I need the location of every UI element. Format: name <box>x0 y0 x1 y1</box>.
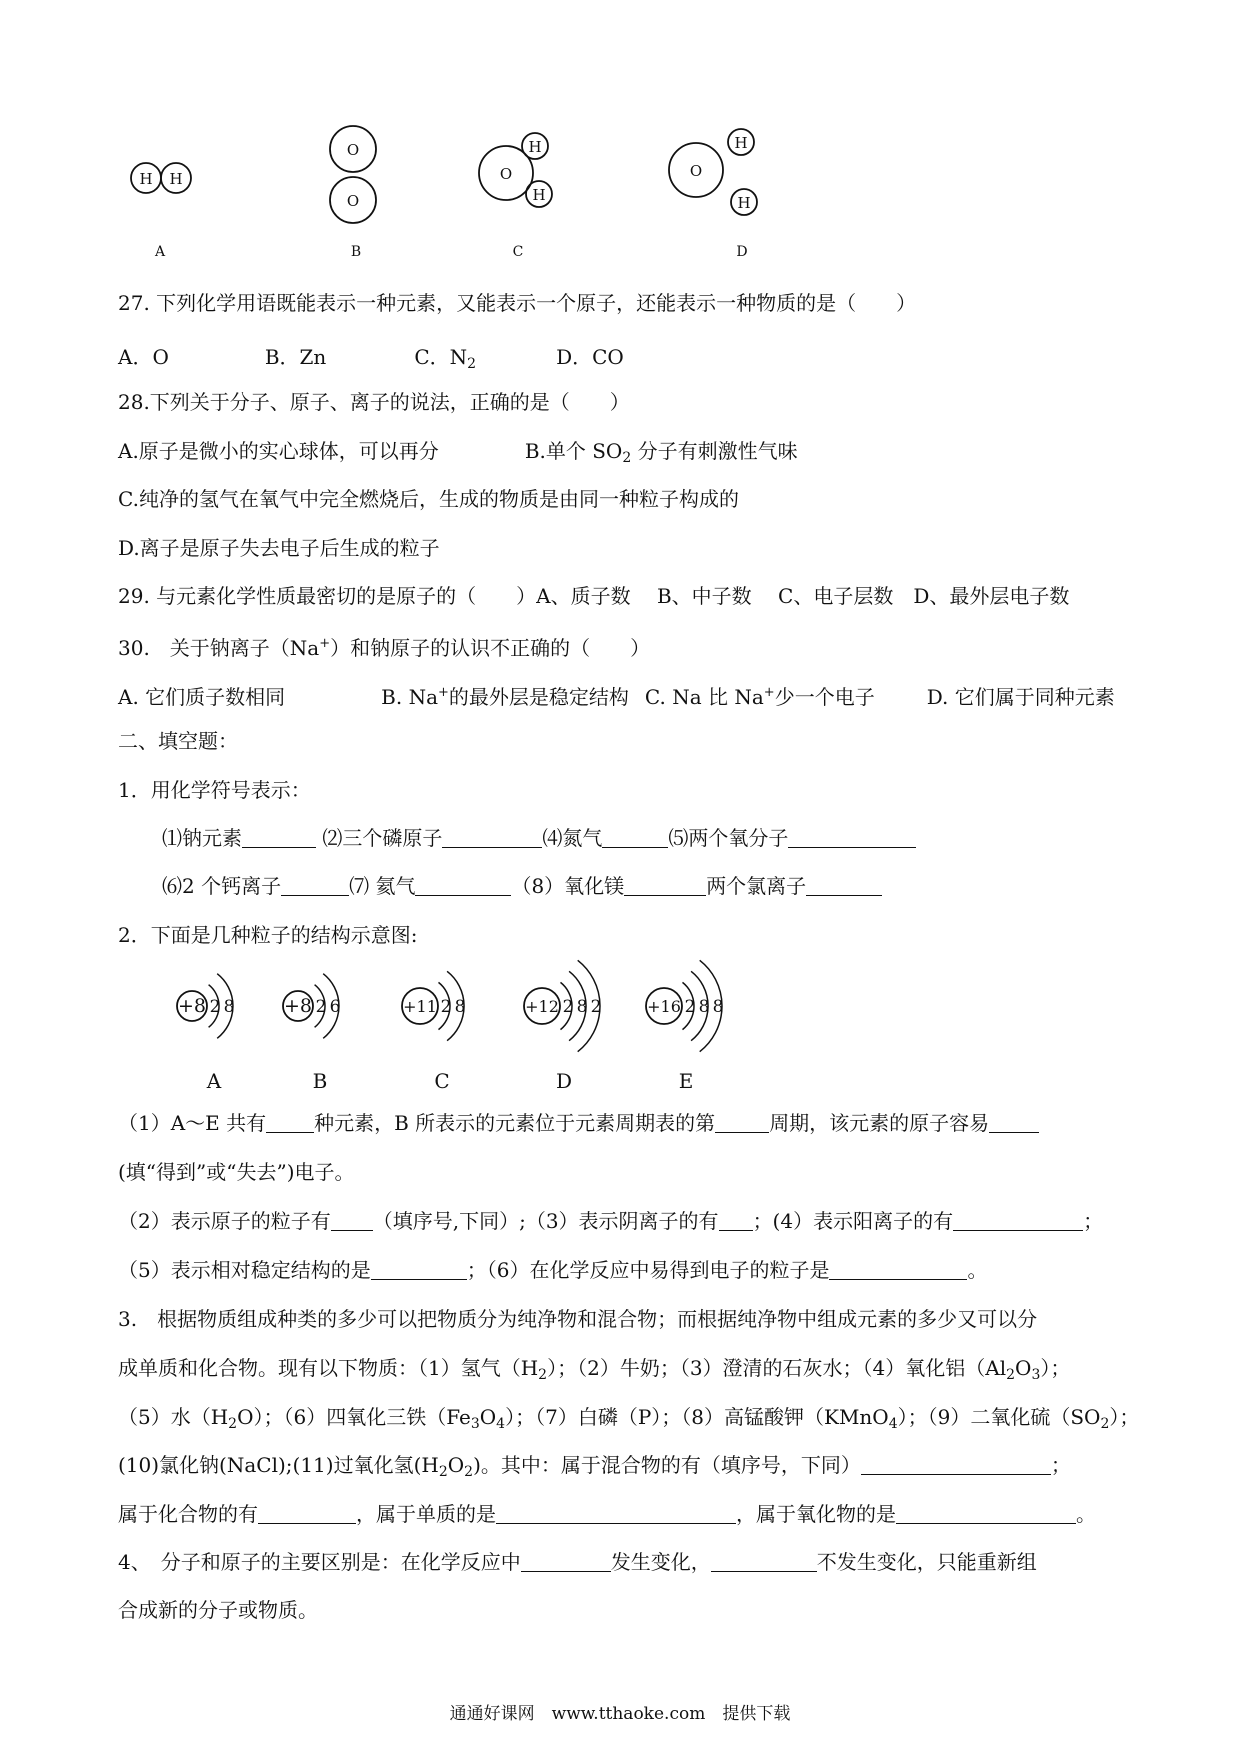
molecule-label: A <box>154 244 166 260</box>
shell-electron-count: 8 <box>712 997 724 1017</box>
question-28-options-ab <box>118 438 798 471</box>
nucleus-charge: +11 <box>403 997 437 1016</box>
shell-electron-count: 8 <box>223 997 235 1017</box>
option-d: D. 它们属于同种元素 <box>926 685 1115 709</box>
atom-symbol: H <box>737 194 751 212</box>
fill-3-line-5: 属于化合物的有 ，属于单质的是 ，属于氧化物的是 。 <box>118 1502 1096 1526</box>
option-b: B．Zn <box>264 345 327 369</box>
fill-2-q1-cont: (填“得到”或“失去”)电子。 <box>118 1160 355 1184</box>
atom-symbol: O <box>346 141 360 159</box>
answer-blank[interactable] <box>258 1503 356 1524</box>
answer-blank[interactable] <box>602 827 668 848</box>
diagram-label: C <box>434 1069 450 1093</box>
option-b: B. Na+的最外层是稳定结构 <box>381 685 629 709</box>
fill-2-stem: 2．下面是几种粒子的结构示意图: <box>118 923 418 947</box>
atom-symbol: O <box>346 192 360 210</box>
question-30-options <box>118 680 1115 710</box>
question-29: 29. 与元素化学性质最密切的是原子的（ ）A、质子数 B、中子数 C、电子层数 D、最外层电子数 <box>118 584 1070 608</box>
answer-blank[interactable] <box>806 875 882 896</box>
diagram-label: E <box>678 1069 694 1093</box>
option-d: D．CO <box>556 345 624 369</box>
molecule-label: D <box>736 244 748 260</box>
answer-blank[interactable] <box>711 1551 817 1572</box>
atom-symbol: O <box>499 165 513 183</box>
atom-symbol: H <box>734 134 748 152</box>
shell-electron-count: 2 <box>590 997 602 1017</box>
question-27-options <box>118 344 624 377</box>
option-c: C. Na 比 Na+少一个电子 <box>644 685 875 709</box>
shell-electron-count: 8 <box>698 997 710 1017</box>
option-a: A．O <box>118 345 169 369</box>
answer-blank[interactable] <box>989 1112 1039 1133</box>
nucleus-charge: +8 <box>177 995 207 1017</box>
option-a: A. 它们质子数相同 <box>118 685 286 709</box>
answer-blank[interactable] <box>624 875 706 896</box>
diagram-label: B <box>312 1069 328 1093</box>
option-c: C．$N_2$ <box>414 345 477 372</box>
fill-2-q5: （5）表示相对稳定结构的是 ；（6）在化学反应中易得到电子的粒子是 。 <box>118 1258 988 1282</box>
shell-electron-count: 2 <box>684 997 696 1017</box>
shell-electron-count: 2 <box>562 997 574 1017</box>
fill-1-stem: 1．用化学符号表示： <box>118 778 311 802</box>
fill-4-line-2: 合成新的分子或物质。 <box>118 1598 318 1622</box>
answer-blank[interactable] <box>371 1259 467 1280</box>
fill-4-line-1: 4、 分子和原子的主要区别是：在化学反应中 发生变化， 不发生变化，只能重新组 <box>118 1550 1037 1574</box>
section-title: 二、填空题： <box>118 729 238 753</box>
shell-electron-count: 2 <box>209 997 221 1017</box>
footer-source: 通通好课网 www.tthaoke.com 提供下载 <box>449 1704 791 1724</box>
atom-symbol: H <box>139 170 153 188</box>
answer-blank[interactable] <box>788 827 916 848</box>
atom-symbol: H <box>169 170 183 188</box>
fill-3-line-1: 3. 根据物质组成种类的多少可以把物质分为纯净物和混合物；而根据纯净物中组成元素的多少又可以分 <box>118 1307 1038 1331</box>
answer-blank[interactable] <box>331 1210 373 1231</box>
diagram-label: A <box>206 1069 222 1093</box>
diagram-label: D <box>555 1069 573 1093</box>
fill-1-row-1: ⑴钠元素 ⑵三个磷原子 ⑷氮气 ⑸两个氧分子 <box>162 825 916 851</box>
atom-symbol: H <box>532 186 546 204</box>
molecule-models-figure <box>110 118 810 268</box>
answer-blank[interactable] <box>415 875 511 896</box>
atom-symbol: O <box>689 162 703 180</box>
option-c: C.纯净的氢气在氧气中完全燃烧后，生成的物质是由同一种粒子构成的 <box>118 487 739 511</box>
answer-blank[interactable] <box>896 1503 1076 1524</box>
fill-3-line-3: （5）水$(H_2O)$；（6）四氧化三铁$(Fe_3O_4)$；（7）白磷（P）；（8）高锰酸钾（KMnO$_4$）；（9）二氧化硫$(SO_2)$； <box>118 1405 1140 1432</box>
shell-electron-count: 8 <box>454 997 466 1017</box>
question-28-stem: 28.下列关于分子、原子、离子的说法，正确的是（ ） <box>118 390 630 414</box>
answer-blank[interactable] <box>719 1210 753 1231</box>
answer-blank[interactable] <box>281 875 349 896</box>
shell-electron-count: 2 <box>440 997 452 1017</box>
option-a: A.原子是微小的实心球体，可以再分 <box>118 439 439 463</box>
answer-blank[interactable] <box>496 1503 736 1524</box>
nucleus-charge: +16 <box>647 997 681 1016</box>
fill-1-row-2: ⑹2 个钙离子 ⑺ 氦气 （8）氧化镁 两个氯离子 <box>162 873 882 899</box>
nucleus-charge: +8 <box>283 995 313 1017</box>
molecule-label: B <box>350 244 362 260</box>
shell-electron-count: 2 <box>315 997 327 1017</box>
answer-blank[interactable] <box>715 1112 769 1133</box>
answer-blank[interactable] <box>953 1210 1083 1231</box>
atom-symbol: H <box>528 138 542 156</box>
question-30-stem: 30. 关于钠离子（Na+）和钠原子的认识不正确的（ ） <box>118 636 651 660</box>
particle-structure-diagrams <box>150 948 850 1096</box>
nucleus-charge: +12 <box>525 997 559 1016</box>
answer-blank[interactable] <box>266 1112 314 1133</box>
shell-electron-count: 8 <box>576 997 588 1017</box>
fill-2-q2: （2）表示原子的粒子有 （填序号,下同）;（3）表示阴离子的有 ；(4）表示阳离子的有 ； <box>118 1209 1104 1233</box>
answer-blank[interactable] <box>861 1454 1051 1475</box>
question-27-stem: 27. 下列化学用语既能表示一种元素，又能表示一个原子，还能表示一种物质的是（ ） <box>118 291 917 315</box>
answer-blank[interactable] <box>521 1551 611 1572</box>
option-b: B.单个 $SO_2$ 分子有刺激性气味 <box>524 439 798 466</box>
fill-2-q1: （1）A～E 共有 种元素，B 所表示的元素位于元素周期表的第 周期，该元素的原子容易 <box>118 1110 1039 1136</box>
fill-3-line-2: 成单质和化合物。现有以下物质：（1）氢气$(H_2)$；（2）牛奶；（3）澄清的石灰水；（4）氧化铝$(Al_2O_3)$； <box>118 1356 1071 1383</box>
molecule-label: C <box>512 244 524 260</box>
fill-3-line-4: (10)氯化钠(NaCl);(11)过氧化氢$(H_2O_2)$。其中：属于混合物的有（填序号，下同） ； <box>118 1453 1071 1480</box>
answer-blank[interactable] <box>242 827 316 848</box>
answer-blank[interactable] <box>442 827 542 848</box>
shell-electron-count: 6 <box>329 997 341 1017</box>
option-d: D.离子是原子失去电子后生成的粒子 <box>118 536 440 560</box>
answer-blank[interactable] <box>829 1259 967 1280</box>
